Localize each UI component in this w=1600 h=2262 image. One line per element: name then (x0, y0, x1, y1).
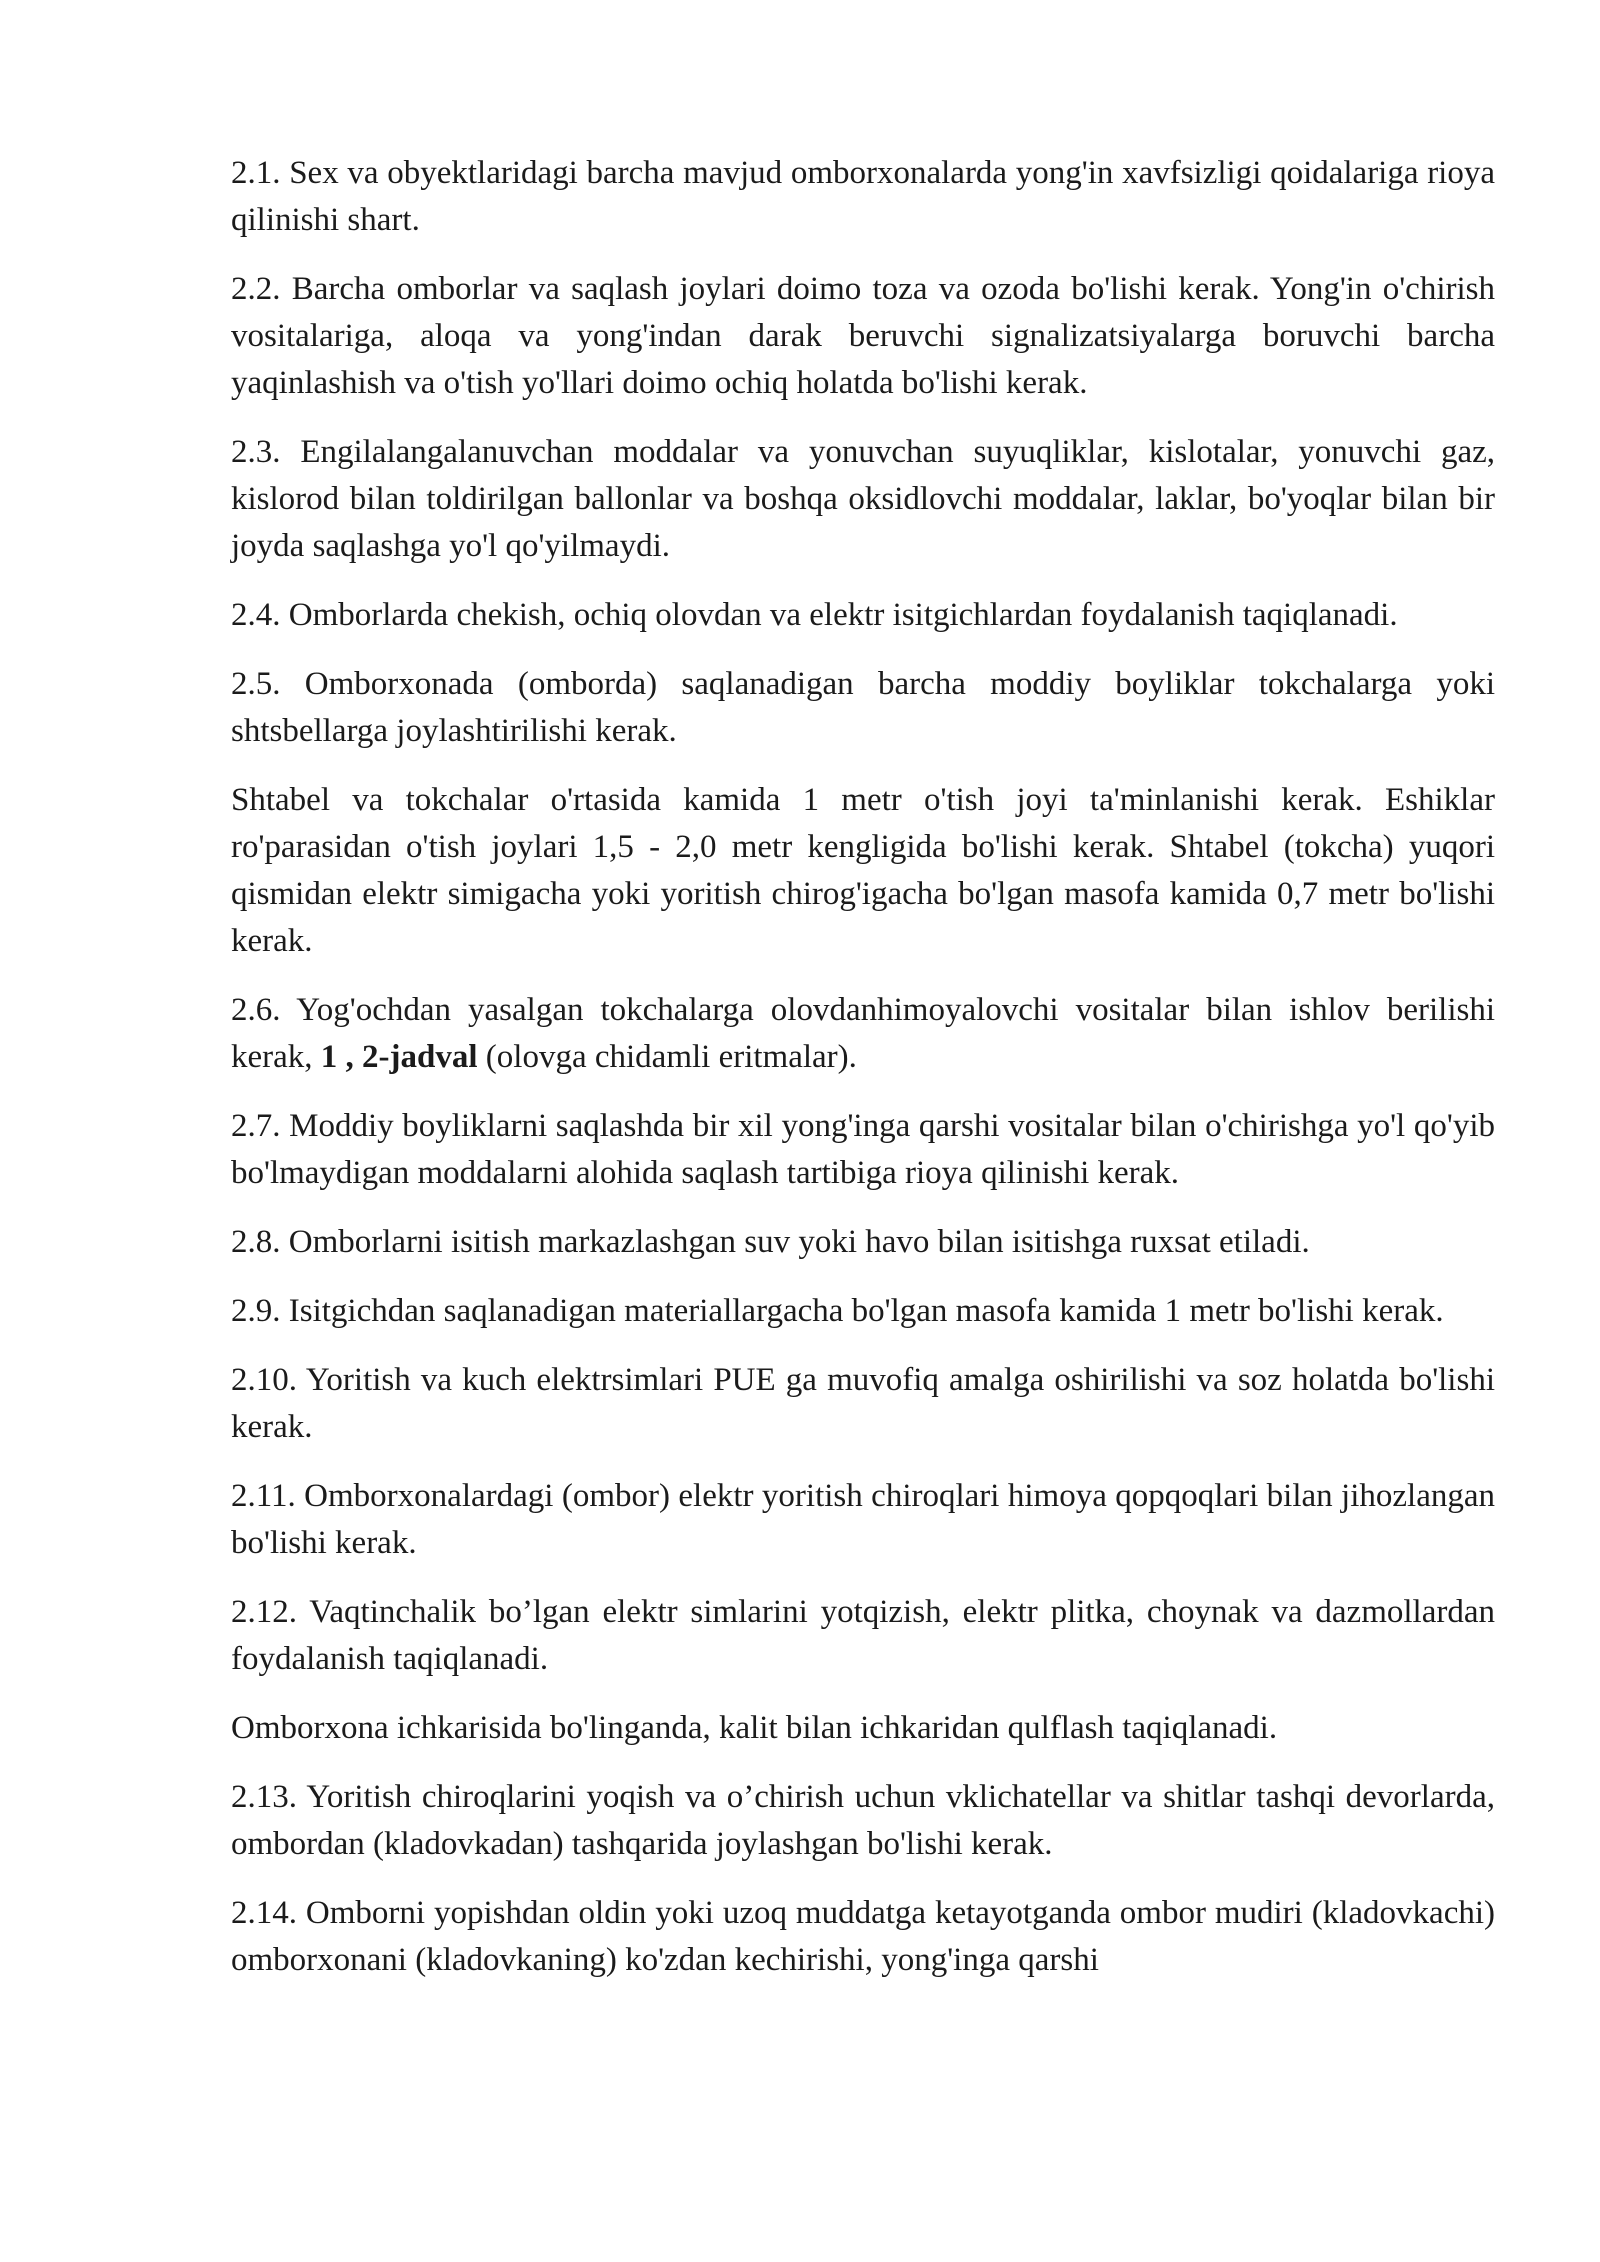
paragraph-2-6-text-after: (olovga chidamli eritmalar). (477, 1039, 857, 1075)
document-page (231, 150, 1495, 2006)
paragraph-2-12: 2.12. Vaqtinchalik bo’lgan elektr simlarini yotqizish, elektr plitka, choynak va dazmollardan foydalanish taqiqlanadi. (231, 1594, 1495, 1677)
paragraph-2-3: 2.3. Engilalangalanuvchan moddalar va yonuvchan suyuqliklar, kislotalar, yonuvchi gaz, kislorod bilan toldirilgan ballonlar va boshqa oksidlovchi moddalar, laklar, bo'yoqlar bilan bir joyda saqlashga yo'l qo'yilmaydi. (231, 434, 1495, 564)
paragraph-2-9: 2.9. Isitgichdan saqlanadigan materiallargacha bo'lgan masofa kamida 1 metr bo'lishi kerak. (231, 1293, 1444, 1329)
table-reference: 1 , 2-jadval (320, 1039, 478, 1075)
paragraph-2-14: 2.14. Omborni yopishdan oldin yoki uzoq muddatga ketayotganda ombor mudiri (kladovkachi) omborxonani (kladovkaning) ko'zdan kechirishi, yong'inga qarshi (231, 1895, 1495, 1978)
paragraph-2-6 (231, 987, 1495, 1081)
paragraph-2-1: 2.1. Sex va obyektlaridagi barcha mavjud omborxonalarda yong'in xavfsizligi qoidalariga rioya qilinishi shart. (231, 155, 1495, 238)
paragraph-2-5-continued: Shtabel va tokchalar o'rtasida kamida 1 metr o'tish joyi ta'minlanishi kerak. Eshiklar ro'parasidan o'tish joylari 1,5 - 2,0 metr kengligida bo'lishi kerak. Shtabel (tokcha) yuqori qismidan elektr simigacha yoki yoritish chirog'igacha bo'lgan masofa kamida 0,7 metr bo'lishi kerak. (231, 782, 1495, 959)
paragraph-2-7: 2.7. Moddiy boyliklarni saqlashda bir xil yong'inga qarshi vositalar bilan o'chirishga yo'l qo'yib bo'lmaydigan moddalarni alohida saqlash tartibiga rioya qilinishi kerak. (231, 1108, 1495, 1191)
paragraph-2-11: 2.11. Omborxonalardagi (ombor) elektr yoritish chiroqlari himoya qopqoqlari bilan jihozlangan bo'lishi kerak. (231, 1478, 1495, 1561)
paragraph-2-13: 2.13. Yoritish chiroqlarini yoqish va o’chirish uchun vklichatellar va shitlar tashqi devorlarda, ombordan (kladovkadan) tashqarida joylashgan bo'lishi kerak. (231, 1779, 1495, 1862)
paragraph-2-8: 2.8. Omborlarni isitish markazlashgan suv yoki havo bilan isitishga ruxsat etiladi. (231, 1224, 1310, 1260)
paragraph-2-6-text-before: 2.6. Yog'ochdan yasalgan tokchalarga olovdanhimoyalovchi vositalar bilan ishlov berilishi kerak, (231, 992, 1495, 1075)
paragraph-2-12-continued: Omborxona ichkarisida bo'linganda, kalit bilan ichkaridan qulflash taqiqlanadi. (231, 1710, 1278, 1746)
paragraph-2-4: 2.4. Omborlarda chekish, ochiq olovdan va elektr isitgichlardan foydalanish taqiqlanadi. (231, 597, 1398, 633)
paragraph-2-2: 2.2. Barcha omborlar va saqlash joylari doimo toza va ozoda bo'lishi kerak. Yong'in o'chirish vositalariga, aloqa va yong'indan darak beruvchi signalizatsiyalarga boruvchi barcha yaqinlashish va o'tish yo'llari doimo ochiq holatda bo'lishi kerak. (231, 271, 1495, 401)
paragraph-2-10: 2.10. Yoritish va kuch elektrsimlari PUE ga muvofiq amalga oshirilishi va soz holatda bo'lishi kerak. (231, 1362, 1495, 1445)
paragraph-2-5: 2.5. Omborxonada (omborda) saqlanadigan barcha moddiy boyliklar tokchalarga yoki shtsbellarga joylashtirilishi kerak. (231, 666, 1495, 749)
